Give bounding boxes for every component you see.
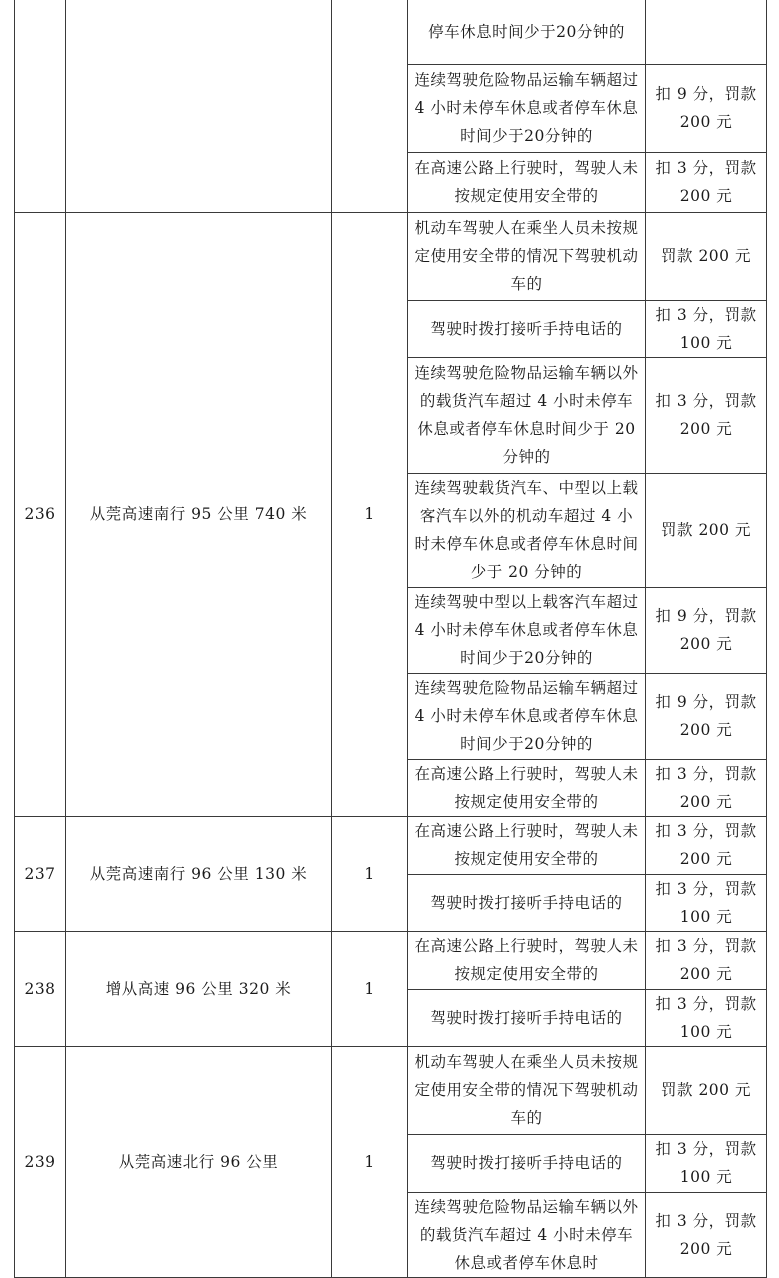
location-cell: 增从高速 96 公里 320 米	[66, 931, 332, 1046]
penalty-cell: 扣 3 分，罚款 200 元	[646, 931, 767, 989]
count-cell: 1	[332, 1046, 408, 1277]
violation-behavior: 停车休息时间少于20分钟的	[408, 0, 646, 64]
violation-behavior: 连续驾驶危险物品运输车辆超过 4 小时未停车休息或者停车休息时间少于20分钟的	[408, 673, 646, 759]
table-row	[15, 212, 767, 300]
penalty-cell: 扣 3 分，罚款 200 元	[646, 1192, 767, 1277]
violation-behavior: 驾驶时拨打接听手持电话的	[408, 989, 646, 1046]
penalty-cell: 扣 3 分，罚款 100 元	[646, 874, 767, 931]
violation-behavior: 机动车驾驶人在乘坐人员未按规定使用安全带的情况下驾驶机动车的	[408, 1046, 646, 1134]
record-number	[15, 0, 66, 212]
violation-behavior: 在高速公路上行驶时，驾驶人未按规定使用安全带的	[408, 152, 646, 212]
violation-behavior: 连续驾驶中型以上载客汽车超过 4 小时未停车休息或者停车休息时间少于20分钟的	[408, 587, 646, 673]
violation-behavior: 驾驶时拨打接听手持电话的	[408, 874, 646, 931]
count-cell: 1	[332, 816, 408, 931]
violation-table	[14, 0, 767, 1278]
location-cell: 从莞高速北行 96 公里	[66, 1046, 332, 1277]
count-cell: 1	[332, 212, 408, 816]
penalty-cell: 罚款 200 元	[646, 1046, 767, 1134]
penalty-cell: 扣 9 分，罚款 200 元	[646, 587, 767, 673]
record-number: 239	[15, 1046, 66, 1277]
penalty-cell: 扣 9 分，罚款 200 元	[646, 673, 767, 759]
penalty-cell: 扣 3 分，罚款 100 元	[646, 300, 767, 357]
penalty-cell: 扣 9 分，罚款 200 元	[646, 64, 767, 152]
violation-table-body	[15, 0, 767, 1277]
violation-behavior: 连续驾驶危险物品运输车辆超过 4 小时未停车休息或者停车休息时间少于20分钟的	[408, 64, 646, 152]
violation-behavior: 连续驾驶危险物品运输车辆以外的载货汽车超过 4 小时未停车休息或者停车休息时	[408, 1192, 646, 1277]
table-row	[15, 0, 767, 64]
penalty-cell: 罚款 200 元	[646, 212, 767, 300]
count-cell: 1	[332, 931, 408, 1046]
record-number: 238	[15, 931, 66, 1046]
violation-behavior: 机动车驾驶人在乘坐人员未按规定使用安全带的情况下驾驶机动车的	[408, 212, 646, 300]
location-cell: 从莞高速南行 96 公里 130 米	[66, 816, 332, 931]
table-row	[15, 931, 767, 989]
violation-behavior: 连续驾驶危险物品运输车辆以外的载货汽车超过 4 小时未停车休息或者停车休息时间少于 20 分钟的	[408, 357, 646, 473]
penalty-cell: 扣 3 分，罚款 200 元	[646, 357, 767, 473]
record-number: 236	[15, 212, 66, 816]
penalty-cell: 扣 3 分，罚款 200 元	[646, 816, 767, 874]
table-row	[15, 1046, 767, 1134]
penalty-cell: 扣 3 分，罚款 200 元	[646, 152, 767, 212]
violation-behavior: 驾驶时拨打接听手持电话的	[408, 1134, 646, 1192]
penalty-cell	[646, 0, 767, 64]
penalty-cell: 罚款 200 元	[646, 473, 767, 587]
violation-behavior: 驾驶时拨打接听手持电话的	[408, 300, 646, 357]
penalty-cell: 扣 3 分，罚款 100 元	[646, 1134, 767, 1192]
violation-behavior: 在高速公路上行驶时，驾驶人未按规定使用安全带的	[408, 759, 646, 816]
penalty-cell: 扣 3 分，罚款 200 元	[646, 759, 767, 816]
count-cell	[332, 0, 408, 212]
violation-behavior: 在高速公路上行驶时，驾驶人未按规定使用安全带的	[408, 816, 646, 874]
location-cell: 从莞高速南行 95 公里 740 米	[66, 212, 332, 816]
penalty-cell: 扣 3 分，罚款 100 元	[646, 989, 767, 1046]
violation-behavior: 连续驾驶载货汽车、中型以上载客汽车以外的机动车超过 4 小时未停车休息或者停车休息时间少于 20 分钟的	[408, 473, 646, 587]
table-row	[15, 816, 767, 874]
violation-behavior: 在高速公路上行驶时，驾驶人未按规定使用安全带的	[408, 931, 646, 989]
record-number: 237	[15, 816, 66, 931]
location-cell	[66, 0, 332, 212]
